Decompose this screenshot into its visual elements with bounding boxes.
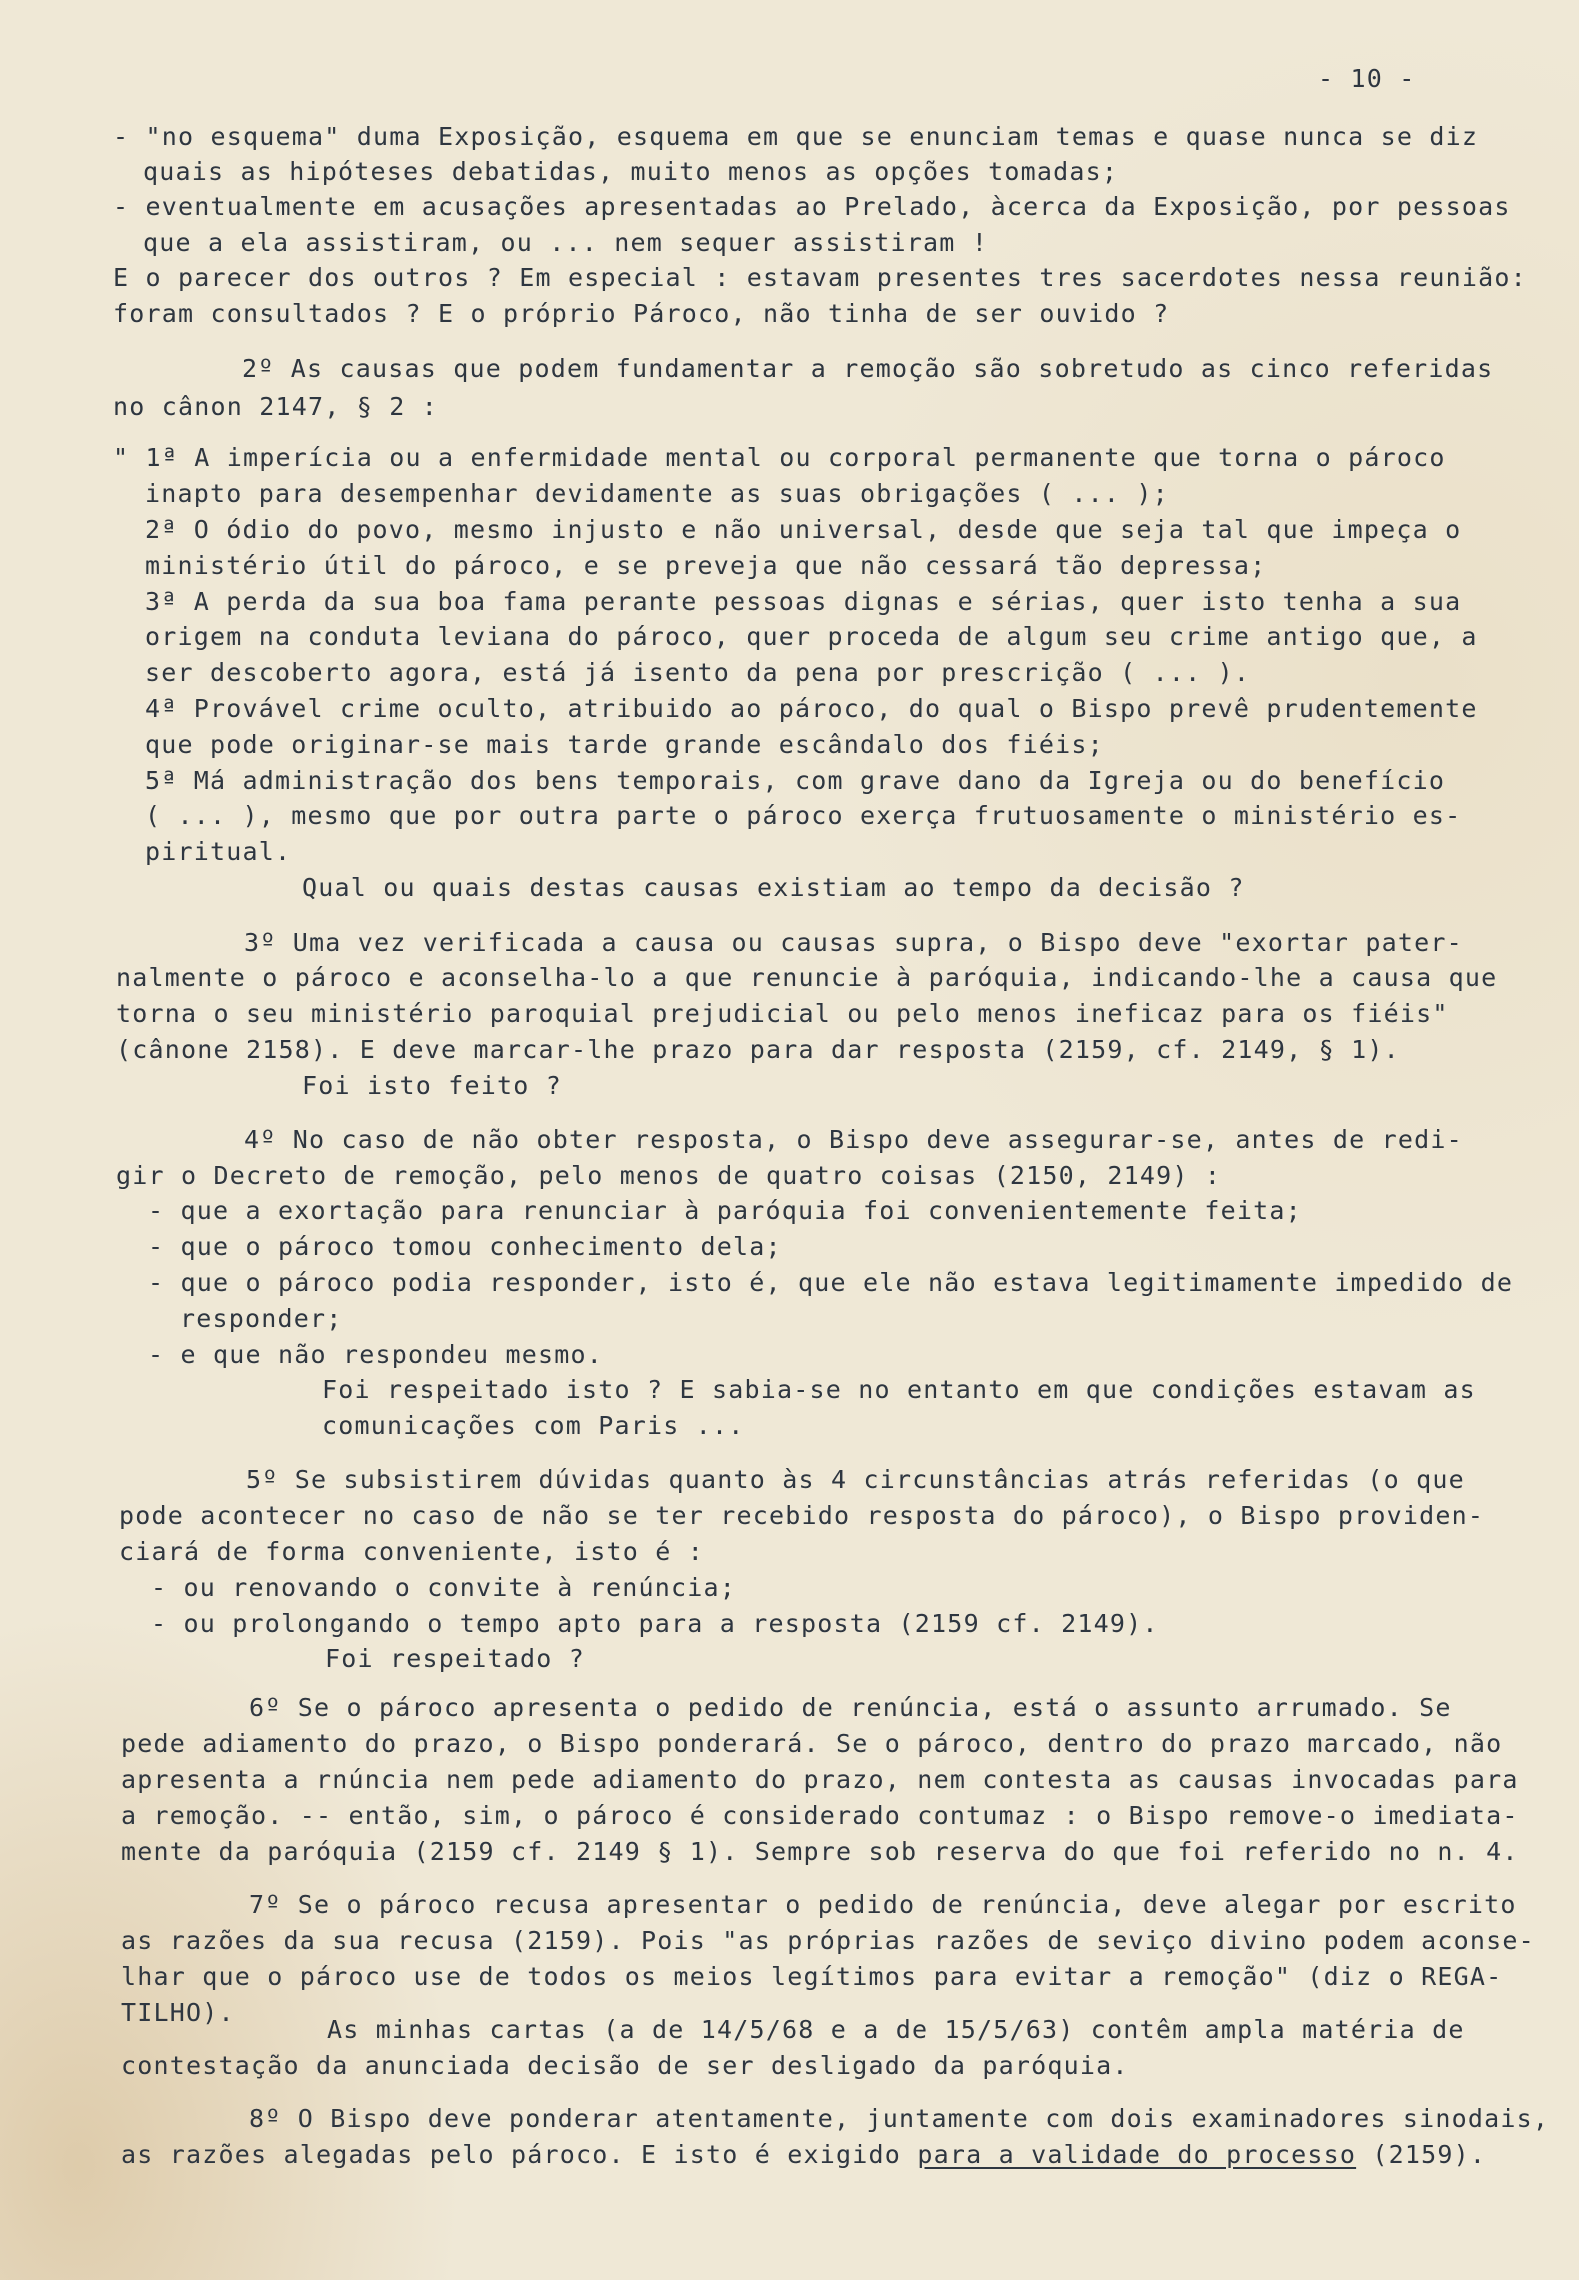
text-line: - e que não respondeu mesmo. <box>148 1340 604 1369</box>
text-line: 5º Se subsistirem dúvidas quanto às 4 circunstâncias atrás referidas (o que <box>246 1465 1465 1494</box>
text-line: gir o Decreto de remoção, pelo menos de quatro coisas (2150, 2149) : <box>116 1161 1222 1190</box>
text-line: lhar que o pároco use de todos os meios legítimos para evitar a remoção" (diz o REGA- <box>121 1962 1503 1991</box>
text-line: " 1ª A imperícia ou a enfermidade mental ou corporal permanente que torna o pároco <box>113 443 1446 472</box>
text-line: - eventualmente em acusações apresentadas ao Prelado, àcerca da Exposição, por pessoas <box>113 192 1511 221</box>
text-line: contestação da anunciada decisão de ser desligado da paróquia. <box>121 2051 1129 2080</box>
text-line: ciará de forma conveniente, isto é : <box>119 1537 705 1566</box>
text-line: origem na conduta leviana do pároco, quer proceda de algum seu crime antigo que, a <box>145 622 1478 651</box>
text-line: 2º As causas que podem fundamentar a remoção são sobretudo as cinco referidas <box>242 354 1494 383</box>
text-line: as razões da sua recusa (2159). Pois "as próprias razões de seviço divino podem aconse- <box>121 1926 1535 1955</box>
text-line: - que a exortação para renunciar à paróquia foi convenientemente feita; <box>148 1196 1302 1225</box>
final-text-before: as razões alegadas pelo pároco. E isto é exigido <box>121 2140 918 2169</box>
text-line: a remoção. -- então, sim, o pároco é considerado contumaz : o Bispo remove-o imediata- <box>121 1801 1519 1830</box>
text-line: ( ... ), mesmo que por outra parte o pároco exerça frutuosamente o ministério es- <box>145 801 1462 830</box>
text-line: 5ª Má administração dos bens temporais, com grave dano da Igreja ou do benefício <box>145 766 1446 795</box>
text-line: nalmente o pároco e aconselha-lo a que renuncie à paróquia, indicando-lhe a causa que <box>116 963 1498 992</box>
text-line: torna o seu ministério paroquial prejudicial ou pelo menos ineficaz para os fiéis" <box>116 999 1449 1028</box>
underlined-phrase: para a validade do processo <box>917 2140 1357 2169</box>
text-line: foram consultados ? E o próprio Pároco, não tinha de ser ouvido ? <box>113 299 1170 328</box>
text-line: no cânon 2147, § 2 : <box>113 392 439 421</box>
text-line: - que o pároco podia responder, isto é, que ele não estava legitimamente impedido de <box>148 1268 1514 1297</box>
text-line: - que o pároco tomou conhecimento dela; <box>148 1232 782 1261</box>
text-line: 2ª O ódio do povo, mesmo injusto e não universal, desde que seja tal que impeça o <box>145 515 1462 544</box>
page-number: - 10 - <box>1318 64 1416 93</box>
text-line: - "no esquema" duma Exposição, esquema em que se enunciam temas e quase nunca se diz <box>113 122 1479 151</box>
text-line: pede adiamento do prazo, o Bispo ponderará. Se o pároco, dentro do prazo marcado, não <box>121 1729 1503 1758</box>
text-line: piritual. <box>145 837 292 866</box>
final-text-after: (2159). <box>1356 2140 1487 2169</box>
text-line: inapto para desempenhar devidamente as suas obrigações ( ... ); <box>145 479 1169 508</box>
text-line: 3ª A perda da sua boa fama perante pessoas dignas e sérias, quer isto tenha a sua <box>145 587 1462 616</box>
text-line: 6º Se o pároco apresenta o pedido de renúncia, está o assunto arrumado. Se <box>249 1693 1452 1722</box>
text-line: responder; <box>180 1304 343 1333</box>
text-line: ser descoberto agora, está já isento da pena por prescrição ( ... ). <box>145 658 1251 687</box>
text-line: - ou renovando o convite à renúncia; <box>151 1573 737 1602</box>
text-line: E o parecer dos outros ? Em especial : estavam presentes tres sacerdotes nessa reunião: <box>113 263 1527 292</box>
text-line: comunicações com Paris ... <box>322 1411 745 1440</box>
text-line: - ou prolongando o tempo apto para a resposta (2159 cf. 2149). <box>151 1609 1159 1638</box>
text-line: mente da paróquia (2159 cf. 2149 § 1). Sempre sob reserva do que foi referido no n. 4. <box>121 1837 1519 1866</box>
text-line: Foi respeitado ? <box>325 1644 586 1673</box>
text-line: Foi isto feito ? <box>302 1071 563 1100</box>
text-line: 3º Uma vez verificada a causa ou causas supra, o Bispo deve "exortar pater- <box>244 928 1463 957</box>
text-line: (cânone 2158). E deve marcar-lhe prazo para dar resposta (2159, cf. 2149, § 1). <box>116 1035 1400 1064</box>
text-line: 4ª Provável crime oculto, atribuido ao pároco, do qual o Bispo prevê prudentemente <box>145 694 1478 723</box>
text-line: 7º Se o pároco recusa apresentar o pedido de renúncia, deve alegar por escrito <box>249 1890 1517 1919</box>
text-line: As minhas cartas (a de 14/5/68 e a de 15/5/63) contêm ampla matéria de <box>327 2015 1465 2044</box>
text-line: quais as hipóteses debatidas, muito menos as opções tomadas; <box>143 157 1119 186</box>
text-line: que a ela assistiram, ou ... nem sequer assistiram ! <box>143 228 989 257</box>
text-line: que pode originar-se mais tarde grande escândalo dos fiéis; <box>145 730 1104 759</box>
text-line: ministério útil do pároco, e se preveja que não cessará tão depressa; <box>145 551 1267 580</box>
text-line-final <box>121 2140 1486 2170</box>
text-line: Foi respeitado isto ? E sabia-se no entanto em que condições estavam as <box>322 1375 1476 1404</box>
text-line: pode acontecer no caso de não se ter recebido resposta do pároco), o Bispo providen- <box>119 1501 1485 1530</box>
text-line: 8º O Bispo deve ponderar atentamente, juntamente com dois examinadores sinodais, <box>249 2104 1550 2133</box>
text-line: apresenta a rnúncia nem pede adiamento do prazo, nem contesta as causas invocadas para <box>121 1765 1519 1794</box>
text-line: Qual ou quais destas causas existiam ao tempo da decisão ? <box>302 873 1245 902</box>
text-line: TILHO). <box>121 1998 235 2027</box>
text-line: 4º No caso de não obter resposta, o Bispo deve assegurar-se, antes de redi- <box>244 1125 1463 1154</box>
